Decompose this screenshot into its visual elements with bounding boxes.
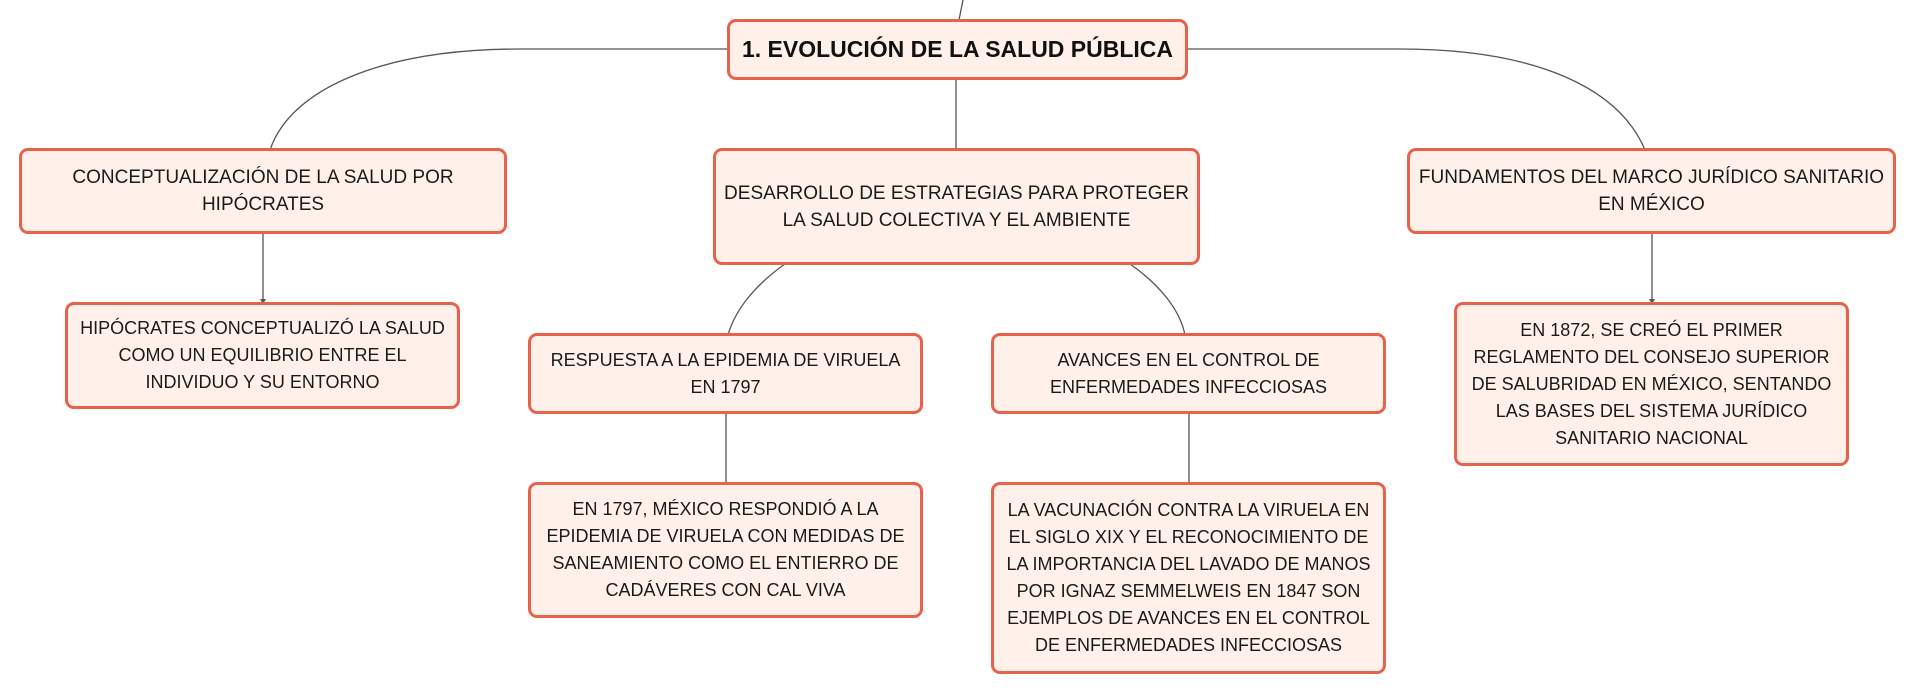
leaf-node-hipocrates[interactable] <box>65 302 460 409</box>
connector-root-stub <box>959 0 963 20</box>
sub-node-label: AVANCES EN EL CONTROL DE ENFERMEDADES INFECCIOSAS <box>1049 349 1328 397</box>
leaf-node-viruela-1797[interactable] <box>528 482 923 618</box>
sub-node-viruela-1797[interactable] <box>528 333 923 414</box>
sub-node-label: RESPUESTA A LA EPIDEMIA DE VIRUELA EN 1797 <box>550 349 901 397</box>
leaf-node-avances-control[interactable] <box>991 482 1386 674</box>
connector-branch2-sub1 <box>728 264 785 335</box>
connector-root-branch3 <box>1186 49 1645 150</box>
leaf-node-label: LA VACUNACIÓN CONTRA LA VIRUELA EN EL SIGLO XIX Y EL RECONOCIMIENTO DE LA IMPORTANCIA DEL LAVADO DE MANOS POR IGNAZ SEMMELWEIS EN 1847 SON EJEMPLOS DE AVANCES EN EL CONTROL DE ENFERMEDADES INFECCIOSAS <box>1006 500 1371 655</box>
connector-branch2-sub2 <box>1130 264 1185 335</box>
branch-node-label: FUNDAMENTOS DEL MARCO JURÍDICO SANITARIO EN MÉXICO <box>1418 167 1885 215</box>
leaf-node-label: EN 1872, SE CREÓ EL PRIMER REGLAMENTO DEL CONSEJO SUPERIOR DE SALUBRIDAD EN MÉXICO, SENTANDO LAS BASES DEL SISTEMA JURÍDICO SANITARIO NACIONAL <box>1471 319 1832 448</box>
leaf-node-label: HIPÓCRATES CONCEPTUALIZÓ LA SALUD COMO UN EQUILIBRIO ENTRE EL INDIVIDUO Y SU ENTORNO <box>80 318 445 392</box>
branch-node-marco-juridico[interactable] <box>1407 148 1896 234</box>
connector-root-branch1 <box>270 49 728 150</box>
leaf-node-marco-juridico[interactable] <box>1454 302 1849 466</box>
branch-node-label: DESARROLLO DE ESTRATEGIAS PARA PROTEGER LA SALUD COLECTIVA Y EL AMBIENTE <box>724 182 1189 231</box>
branch-node-estrategias[interactable] <box>713 148 1200 265</box>
branch-node-hipocrates[interactable] <box>19 148 507 234</box>
branch-node-label: CONCEPTUALIZACIÓN DE LA SALUD POR HIPÓCRATES <box>72 167 454 215</box>
root-node[interactable] <box>727 19 1188 80</box>
leaf-node-label: EN 1797, MÉXICO RESPONDIÓ A LA EPIDEMIA DE VIRUELA CON MEDIDAS DE SANEAMIENTO COMO EL ENTIERRO DE CADÁVERES CON CAL VIVA <box>546 499 905 600</box>
root-node-label: 1. EVOLUCIÓN DE LA SALUD PÚBLICA <box>741 36 1174 62</box>
sub-node-avances-control[interactable] <box>991 333 1386 414</box>
